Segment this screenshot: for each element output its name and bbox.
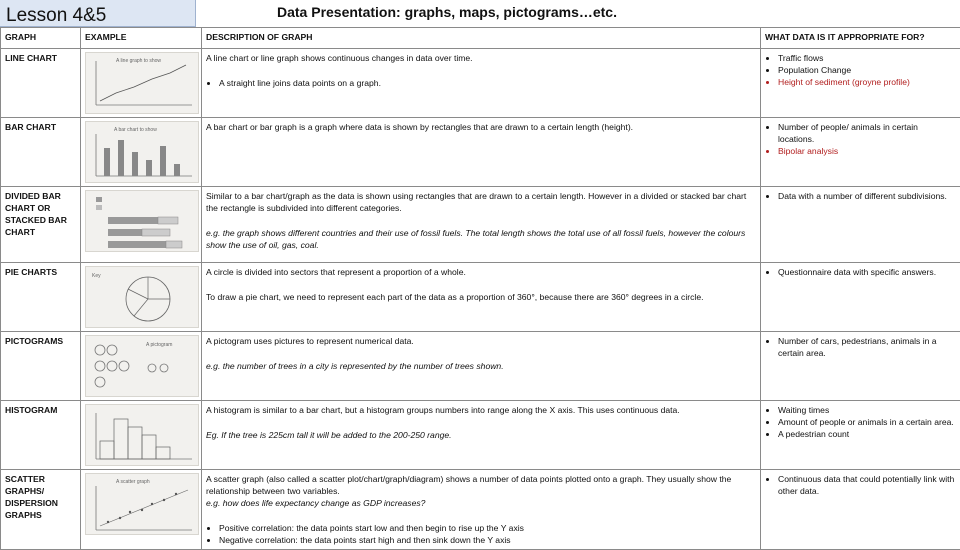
data-cell xyxy=(761,49,960,118)
example-cell xyxy=(81,187,202,263)
description-bullet: • A straight line joins data points on a graph. xyxy=(219,77,756,89)
description-text: A pictogram uses pictures to represent numerical data. xyxy=(206,335,756,347)
description-text: Similar to a bar chart/graph as the data is shown using rectangles that are drawn to a certain length. However in a divided or stacked bar chart the rectangle is subdivided into different categories. xyxy=(206,190,756,214)
svg-text:A bar chart to show: A bar chart to show xyxy=(114,127,157,133)
description-example: e.g. the graph shows different countries and their use of fossil fuels. The total length shows the total use of all fossil fuels, however the colours show the use of oil, gas, coal. xyxy=(206,227,756,251)
data-item: • Number of people/ animals in certain locations. xyxy=(778,121,956,145)
header-data: WHAT DATA IS IT APPROPRIATE FOR? xyxy=(761,28,960,49)
example-cell xyxy=(81,401,202,470)
page-title: Data Presentation: graphs, maps, pictograms…etc. xyxy=(277,4,617,20)
graph-name: PICTOGRAMS xyxy=(1,332,81,401)
description-text: To draw a pie chart, we need to represent each part of the data as a proportion of 360°, because there are 360° degrees in a circle. xyxy=(206,291,756,303)
description-text: A scatter graph (also called a scatter plot/chart/graph/diagram) shows a number of data points plotted onto a graph. They usually show the relationship between two variables. xyxy=(206,473,756,497)
description-bullet: • Positive correlation: the data points start low and then begin to rise up the Y axis xyxy=(219,522,756,534)
data-item-highlighted: • Height of sediment (groyne profile) xyxy=(778,76,956,88)
description-cell xyxy=(202,187,761,263)
data-item: • Number of cars, pedestrians, animals in a certain area. xyxy=(778,335,956,359)
data-item: • Questionnaire data with specific answers. xyxy=(778,266,956,278)
graph-name: LINE CHART xyxy=(1,49,81,118)
description-text: A line chart or line graph shows continuous changes in data over time. xyxy=(206,52,756,64)
header-graph: GRAPH xyxy=(1,28,81,49)
example-cell xyxy=(81,49,202,118)
description-text: A bar chart or bar graph is a graph where data is shown by rectangles that are drawn to a certain length (height). xyxy=(206,121,756,133)
data-item: • A pedestrian count xyxy=(778,428,956,440)
description-bullet: • Negative correlation: the data points start high and then sink down the Y axis xyxy=(219,534,756,546)
data-cell xyxy=(761,332,960,401)
example-cell xyxy=(81,118,202,187)
graph-name: BAR CHART xyxy=(1,118,81,187)
data-item: • Continuous data that could potentially link with other data. xyxy=(778,473,956,497)
pie-chart-sketch xyxy=(85,266,199,328)
graph-types-table xyxy=(0,27,960,550)
description-cell xyxy=(202,470,761,550)
data-item: • Traffic flows xyxy=(778,52,956,64)
data-item: • Amount of people or animals in a certain area. xyxy=(778,416,956,428)
description-cell xyxy=(202,401,761,470)
data-cell xyxy=(761,263,960,332)
description-cell xyxy=(202,263,761,332)
histogram-sketch xyxy=(85,404,199,466)
table-row xyxy=(1,118,960,187)
divided-bar-sketch xyxy=(85,190,199,252)
description-cell xyxy=(202,332,761,401)
graph-name: PIE CHARTS xyxy=(1,263,81,332)
bar-chart-sketch xyxy=(85,121,199,183)
data-cell xyxy=(761,401,960,470)
example-cell xyxy=(81,332,202,401)
graph-name: HISTOGRAM xyxy=(1,401,81,470)
svg-text:A scatter graph: A scatter graph xyxy=(116,479,150,485)
data-item-highlighted: • Bipolar analysis xyxy=(778,145,956,157)
line-graph-sketch xyxy=(85,52,199,114)
svg-text:Key: Key xyxy=(92,273,101,279)
example-cell xyxy=(81,263,202,332)
data-cell xyxy=(761,118,960,187)
header-example: EXAMPLE xyxy=(81,28,202,49)
svg-text:A line graph to show: A line graph to show xyxy=(116,58,161,64)
lesson-header-box xyxy=(0,0,196,27)
graph-name: DIVIDED BAR CHART OR STACKED BAR CHART xyxy=(1,187,81,263)
header-description: DESCRIPTION OF GRAPH xyxy=(202,28,761,49)
lesson-title: Lesson 4&5 xyxy=(6,5,106,27)
scatter-graph-sketch xyxy=(85,473,199,535)
description-example: e.g. the number of trees in a city is represented by the number of trees shown. xyxy=(206,360,756,372)
table-header-row xyxy=(1,28,960,49)
data-cell xyxy=(761,470,960,550)
example-cell xyxy=(81,470,202,550)
svg-text:A pictogram: A pictogram xyxy=(146,342,172,348)
table-row xyxy=(1,332,960,401)
description-example: Eg. If the tree is 225cm tall it will be added to the 200-250 range. xyxy=(206,429,756,441)
description-text: A circle is divided into sectors that represent a proportion of a whole. xyxy=(206,266,756,278)
pictogram-sketch xyxy=(85,335,199,397)
description-example: e.g. how does life expectancy change as GDP increases? xyxy=(206,497,756,509)
data-cell xyxy=(761,187,960,263)
graph-name: SCATTER GRAPHS/ DISPERSION GRAPHS xyxy=(1,470,81,550)
data-item: • Data with a number of different subdivisions. xyxy=(778,190,956,202)
table-row xyxy=(1,263,960,332)
description-cell xyxy=(202,49,761,118)
table-row xyxy=(1,470,960,550)
data-item: • Population Change xyxy=(778,64,956,76)
table-row xyxy=(1,49,960,118)
table-row xyxy=(1,187,960,263)
description-cell xyxy=(202,118,761,187)
data-item: • Waiting times xyxy=(778,404,956,416)
description-text: A histogram is similar to a bar chart, but a histogram groups numbers into range along the X axis. This uses continuous data. xyxy=(206,404,756,416)
table-row xyxy=(1,401,960,470)
